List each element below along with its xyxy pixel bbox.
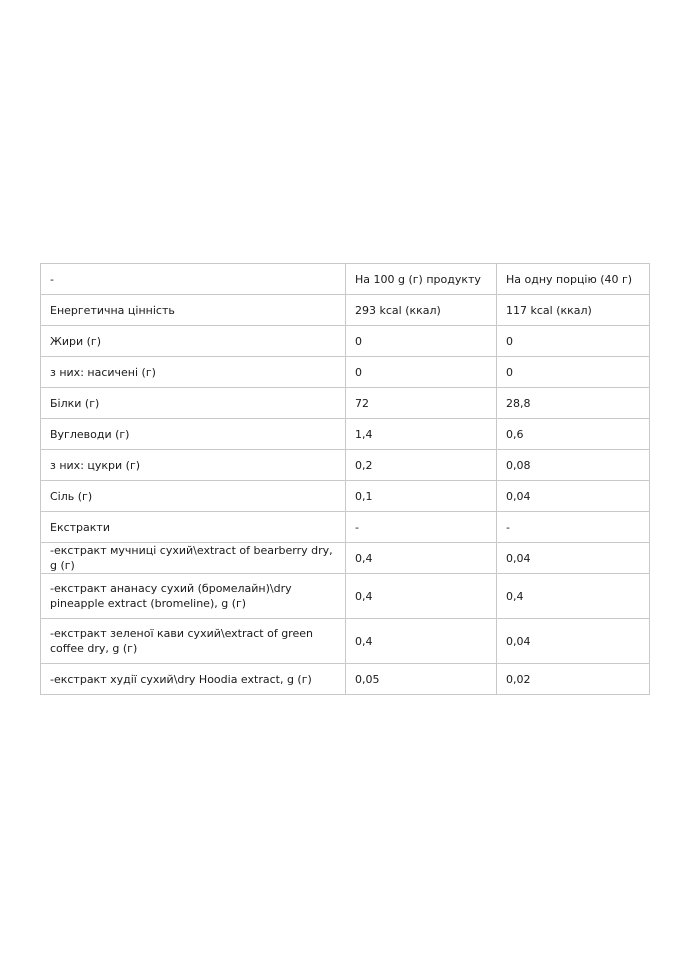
table-row <box>41 512 650 543</box>
value-per-serving: 0,04 <box>497 543 650 574</box>
value-per-100g: 0 <box>346 357 497 388</box>
nutrient-name: Вуглеводи (г) <box>41 419 346 450</box>
header-cell-name: - <box>41 264 346 295</box>
value-per-serving: 117 kcal (ккал) <box>497 295 650 326</box>
nutrition-table <box>40 263 650 695</box>
table-row <box>41 574 650 619</box>
value-per-serving: 0 <box>497 326 650 357</box>
value-per-serving: 0,6 <box>497 419 650 450</box>
table-row <box>41 543 650 574</box>
nutrient-name: Білки (г) <box>41 388 346 419</box>
value-per-100g: 0,1 <box>346 481 497 512</box>
table-row <box>41 619 650 664</box>
nutrient-name: -екстракт мучниці сухий\extract of bearberry dry, g (г) <box>41 543 346 574</box>
value-per-serving: 0,04 <box>497 481 650 512</box>
table-row <box>41 481 650 512</box>
value-per-100g: 1,4 <box>346 419 497 450</box>
value-per-100g: 0,4 <box>346 619 497 664</box>
nutrient-name: -екстракт худії сухий\dry Hoodia extract, g (г) <box>41 664 346 695</box>
header-cell-per-serving: На одну порцію (40 г) <box>497 264 650 295</box>
value-per-100g: 0,05 <box>346 664 497 695</box>
nutrient-name: з них: насичені (г) <box>41 357 346 388</box>
value-per-serving: - <box>497 512 650 543</box>
table-row <box>41 357 650 388</box>
value-per-serving: 0 <box>497 357 650 388</box>
value-per-100g: 0,2 <box>346 450 497 481</box>
value-per-100g: 72 <box>346 388 497 419</box>
value-per-100g: 0 <box>346 326 497 357</box>
table-row <box>41 388 650 419</box>
table-row <box>41 450 650 481</box>
nutrient-name: -екстракт зеленої кави сухий\extract of green coffee dry, g (г) <box>41 619 346 664</box>
nutrient-name: Екстракти <box>41 512 346 543</box>
value-per-100g: 293 kcal (ккал) <box>346 295 497 326</box>
value-per-serving: 0,04 <box>497 619 650 664</box>
value-per-100g: - <box>346 512 497 543</box>
nutrient-name: Жири (г) <box>41 326 346 357</box>
nutrient-name: -екстракт ананасу сухий (бромелайн)\dry pineapple extract (bromeline), g (г) <box>41 574 346 619</box>
nutrient-name: з них: цукри (г) <box>41 450 346 481</box>
value-per-100g: 0,4 <box>346 574 497 619</box>
nutrient-name: Сіль (г) <box>41 481 346 512</box>
table-row <box>41 295 650 326</box>
value-per-serving: 0,02 <box>497 664 650 695</box>
value-per-serving: 0,08 <box>497 450 650 481</box>
table-header-row <box>41 264 650 295</box>
value-per-100g: 0,4 <box>346 543 497 574</box>
table-row <box>41 664 650 695</box>
nutrient-name: Енергетична цінність <box>41 295 346 326</box>
value-per-serving: 28,8 <box>497 388 650 419</box>
header-cell-per-100g: На 100 g (г) продукту <box>346 264 497 295</box>
table-row <box>41 419 650 450</box>
table-row <box>41 326 650 357</box>
value-per-serving: 0,4 <box>497 574 650 619</box>
